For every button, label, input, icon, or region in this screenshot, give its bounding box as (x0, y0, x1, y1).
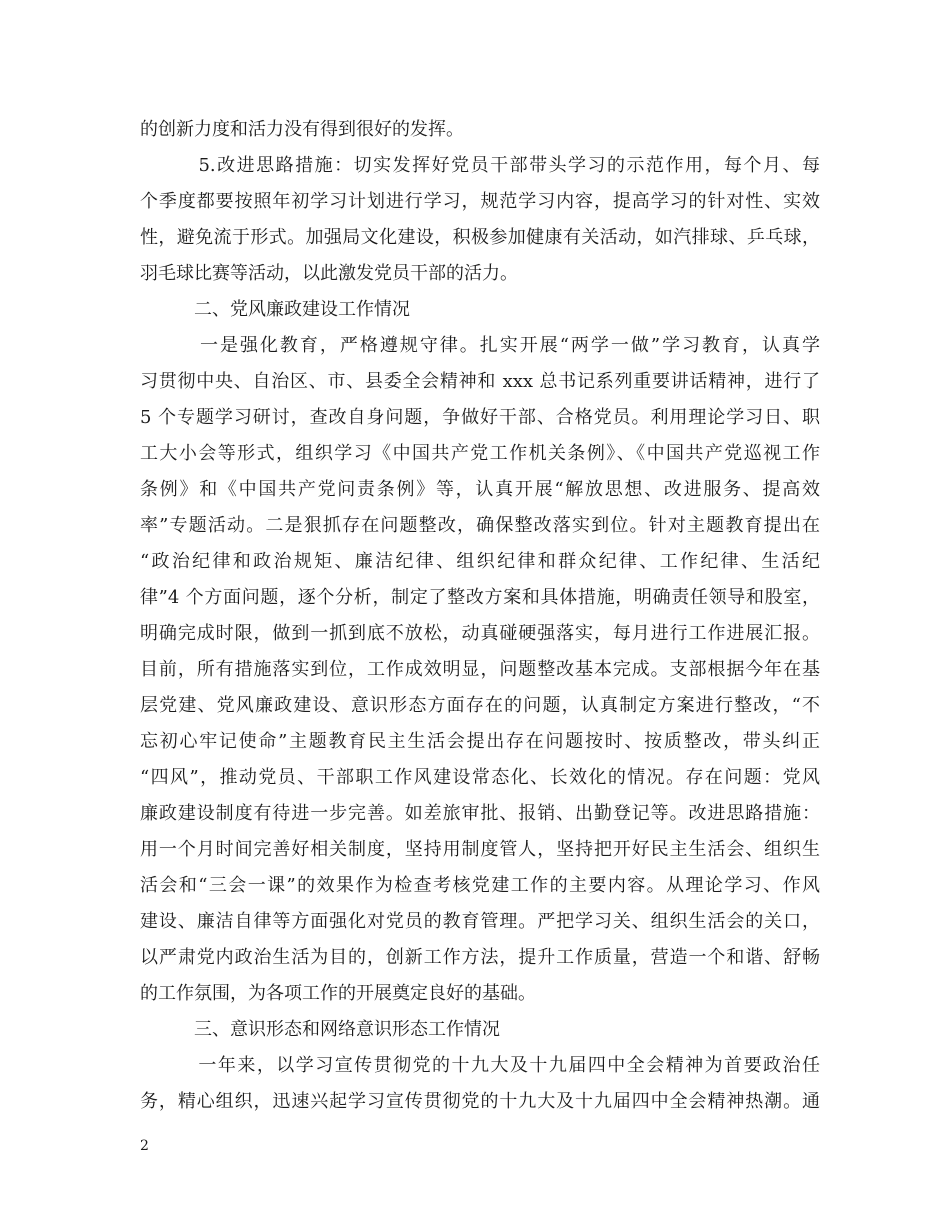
text-line: 明确完成时限，做到一抓到底不放松，动真碰硬强落实，每月进行工作进展汇报。 (140, 623, 820, 644)
text-line: 习贯彻中央、自治区、市、县委全会精神和 xxx 总书记系列重要讲话精神，进行了 (140, 371, 820, 392)
text-line: 建设、廉洁自律等方面强化对党员的教育管理。严把学习关、组织生活会的关口， (140, 911, 820, 932)
text-line: 的工作氛围，为各项工作的开展奠定良好的基础。 (140, 983, 536, 1004)
text-line: 性，避免流于形式。加强局文化建设，积极参加健康有关活动，如汽排球、乒乓球， (140, 227, 820, 248)
text-line: 的创新力度和活力没有得到很好的发挥。 (140, 119, 464, 140)
text-line: 工大小会等形式，组织学习《中国共产党工作机关条例》、《中国共产党巡视工作 (140, 443, 820, 464)
text-line: 一是强化教育，严格遵规守律。扎实开展“两学一做”学习教育，认真学 (140, 335, 820, 356)
section-heading: 二、党风廉政建设工作情况 (140, 299, 410, 320)
text-line: 率”专题活动。二是狠抓存在问题整改，确保整改落实到位。针对主题教育提出在 (140, 515, 820, 536)
text-line: 层党建、党风廉政建设、意识形态方面存在的问题，认真制定方案进行整改，“不 (140, 695, 820, 716)
page-number: 2 (140, 1138, 149, 1154)
text-line: “四风”，推动党员、干部职工作风建设常态化、长效化的情况。存在问题：党风 (140, 767, 820, 788)
text-line: 个季度都要按照年初学习计划进行学习，规范学习内容，提高学习的针对性、实效 (140, 191, 820, 212)
text-line: 用一个月时间完善好相关制度，坚持用制度管人，坚持把开好民主生活会、组织生 (140, 839, 820, 860)
text-line: 活会和“三会一课”的效果作为检查考核党建工作的主要内容。从理论学习、作风 (140, 875, 820, 896)
text-line: 律”4 个方面问题，逐个分析，制定了整改方案和具体措施，明确责任领导和股室， (140, 587, 820, 608)
text-line: 目前，所有措施落实到位，工作成效明显，问题整改基本完成。支部根据今年在基 (140, 659, 820, 680)
text-line: 务，精心组织，迅速兴起学习宣传贯彻党的十九大及十九届四中全会精神热潮。通 (140, 1091, 820, 1112)
text-line: 5.改进思路措施：切实发挥好党员干部带头学习的示范作用，每个月、每 (140, 155, 820, 176)
text-line: 廉政建设制度有待进一步完善。如差旅审批、报销、出勤登记等。改进思路措施： (140, 803, 820, 824)
text-line: 5 个专题学习研讨，查改自身问题，争做好干部、合格党员。利用理论学习日、职 (140, 407, 820, 428)
section-heading: 三、意识形态和网络意识形态工作情况 (140, 1019, 500, 1040)
text-line: 条例》和《中国共产党问责条例》等，认真开展“解放思想、改进服务、提高效 (140, 479, 820, 500)
text-line: 羽毛球比赛等活动，以此激发党员干部的活力。 (140, 263, 518, 284)
text-line: 以严肃党内政治生活为目的，创新工作方法，提升工作质量，营造一个和谐、舒畅 (140, 947, 820, 968)
text-line: 一年来，以学习宣传贯彻党的十九大及十九届四中全会精神为首要政治任 (140, 1055, 820, 1076)
text-line: “政治纪律和政治规矩、廉洁纪律、组织纪律和群众纪律、工作纪律、生活纪 (140, 551, 820, 572)
text-line: 忘初心牢记使命”主题教育民主生活会提出存在问题按时、按质整改，带头纠正 (140, 731, 820, 752)
